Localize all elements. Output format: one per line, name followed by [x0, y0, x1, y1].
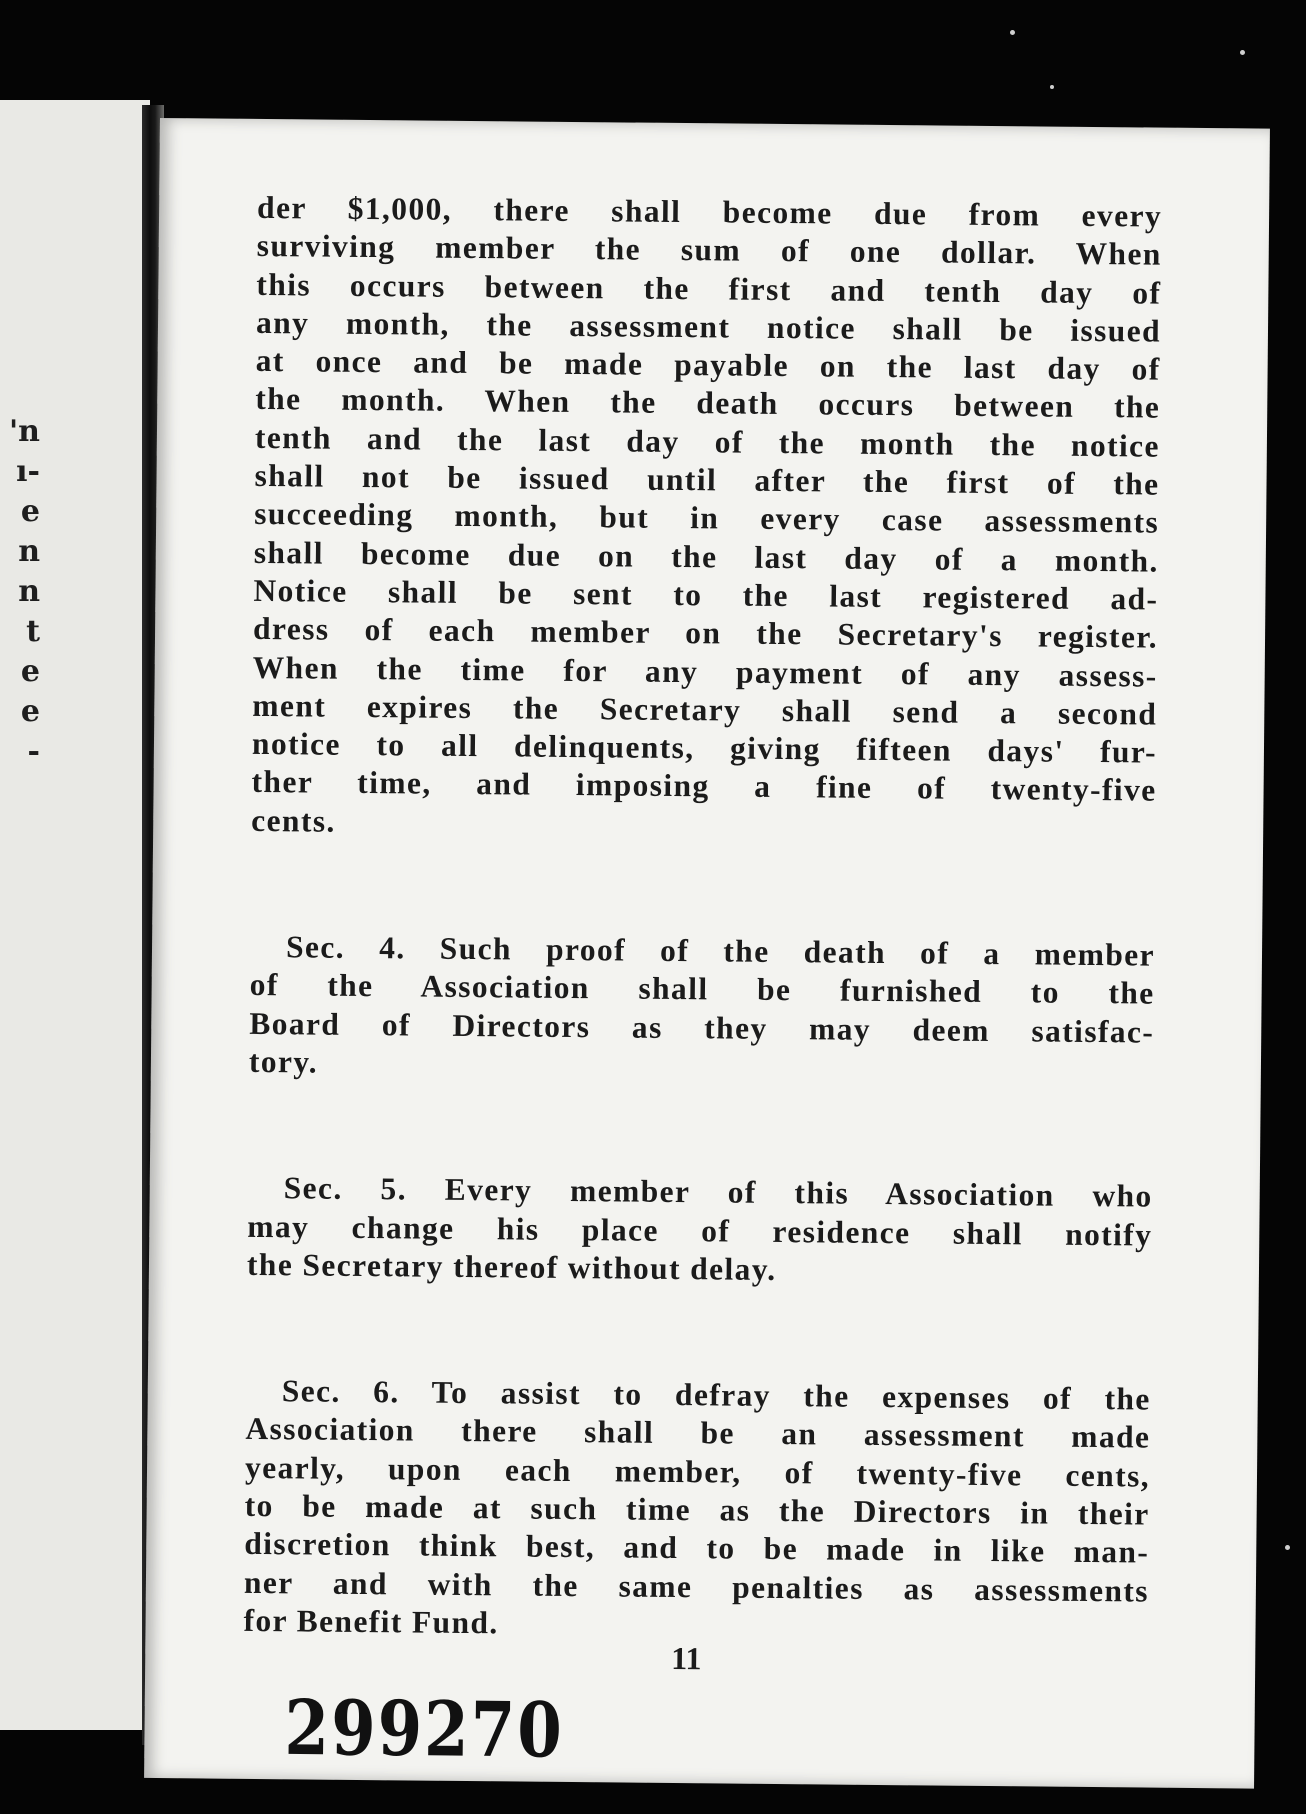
text-line: to be made at such time as the Directors in their	[244, 1487, 1150, 1532]
left-fragment: e	[20, 654, 40, 689]
text-line: Association there shall be an assessment made	[245, 1411, 1151, 1455]
right-page	[144, 118, 1270, 1789]
section-5	[247, 1169, 1153, 1293]
section-4	[249, 928, 1155, 1090]
stamped-number: 299270	[284, 1684, 565, 1776]
text-line: any month, the assessment notice shall be issued	[255, 304, 1162, 349]
text-line: cents.	[251, 802, 336, 839]
text-line: notice to all delinquents, giving fifteen days' fur-	[251, 726, 1158, 770]
dust-speck	[1240, 50, 1245, 55]
text-line: Sec. 6. To assist to defray the expenses of the	[281, 1373, 1151, 1417]
left-page-text-fragments	[0, 412, 40, 772]
left-fragment: ı-	[16, 454, 40, 489]
text-line: may change his place of residence shall notify	[247, 1208, 1153, 1253]
text-line: Sec. 4. Such proof of the death of a member	[285, 929, 1156, 973]
text-line: When the time for any payment of any assess-	[252, 649, 1158, 694]
dust-speck	[1050, 85, 1054, 89]
text-line: ther time, and imposing a fine of twenty-five	[251, 764, 1157, 809]
text-line: Board of Directors as they may deem satisfac-	[249, 1005, 1155, 1050]
body-text	[243, 189, 1162, 1649]
left-fragment: e	[20, 494, 40, 529]
section-6	[243, 1372, 1151, 1649]
text-line: shall become due on the last day of a month.	[253, 534, 1159, 579]
page-number: 11	[671, 1639, 702, 1677]
paragraph-continuation	[251, 189, 1162, 849]
text-line: surviving member the sum of one dollar. When	[256, 228, 1162, 272]
text-line: for Benefit Fund.	[243, 1602, 499, 1641]
dust-speck	[1010, 30, 1015, 35]
text-line: at once and be made payable on the last day of	[255, 343, 1161, 387]
left-page-fragment	[0, 100, 150, 1730]
text-line: of the Association shall be furnished to the	[249, 967, 1155, 1011]
text-line: yearly, upon each member, of twenty-five cents,	[244, 1449, 1151, 1494]
text-line: succeeding month, but in every case assessments	[254, 496, 1160, 540]
text-line: the month. When the death occurs between the	[255, 381, 1161, 426]
text-line: ment expires the Secretary shall send a second	[252, 687, 1158, 732]
text-line: dress of each member on the Secretary's register.	[252, 611, 1159, 655]
text-line: discretion think best, and to be made in like man-	[244, 1526, 1150, 1570]
text-line: Sec. 5. Every member of this Association who	[283, 1170, 1153, 1214]
left-fragment: 'n	[9, 414, 40, 449]
left-fragment: -	[27, 734, 40, 769]
text-line: tenth and the last day of the month the notice	[254, 419, 1161, 464]
left-fragment: n	[18, 534, 40, 569]
left-fragment: n	[18, 574, 40, 609]
text-line: Notice shall be sent to the last registered ad-	[253, 572, 1159, 617]
text-line: ner and with the same penalties as assessments	[243, 1564, 1150, 1609]
left-fragment: t	[26, 614, 40, 649]
text-line: this occurs between the first and tenth day of	[256, 266, 1162, 311]
dust-speck	[1285, 1545, 1290, 1550]
text-line: tory.	[248, 1043, 319, 1080]
text-line: der $1,000, there shall become due from every	[256, 189, 1163, 234]
left-fragment: e	[20, 694, 40, 729]
text-line: shall not be issued until after the first of the	[254, 458, 1160, 502]
text-line: the Secretary thereof without delay.	[246, 1246, 777, 1287]
